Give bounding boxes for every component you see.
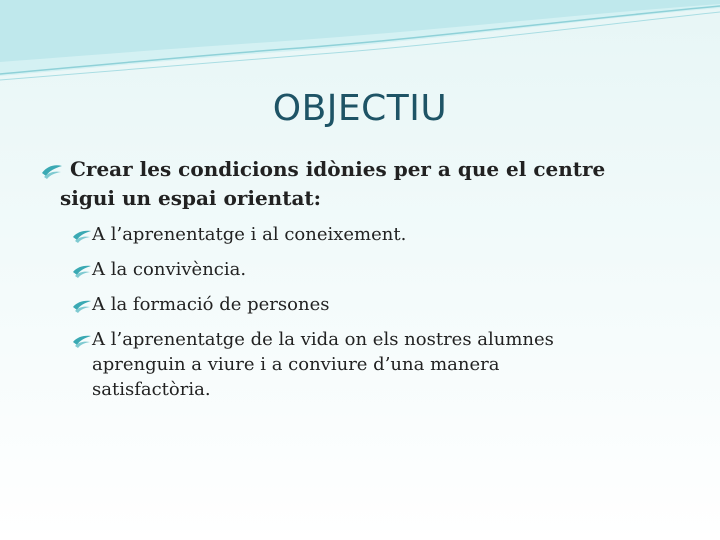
- sub-bullet-item: [72, 257, 700, 282]
- slide-title: OBJECTIU: [272, 88, 448, 129]
- sub-bullet-text-continued: aprenguin a viure i a conviure d’una manera: [92, 354, 500, 375]
- swoosh-bullet-icon: [40, 160, 64, 180]
- swoosh-bullet-icon: [72, 227, 92, 243]
- header-wave-decoration: [0, 0, 720, 90]
- sub-bullet-text-continued: satisfactòria.: [92, 379, 211, 400]
- sub-bullet-text: A la convivència.: [92, 259, 247, 280]
- slide-content: [40, 155, 700, 412]
- main-bullet-item: [40, 155, 700, 213]
- swoosh-bullet-icon: [72, 262, 92, 278]
- sub-bullet-text: A la formació de persones: [92, 294, 330, 315]
- sub-bullet-text: A l’aprenentatge de la vida on els nostres alumnes: [92, 329, 554, 350]
- main-bullet-line-1: Crear les condicions idònies per a que el centre: [70, 157, 606, 181]
- swoosh-bullet-icon: [72, 297, 92, 313]
- main-bullet-line-2: sigui un espai orientat:: [60, 186, 322, 210]
- sub-bullet-list: [40, 222, 700, 402]
- sub-bullet-item: [72, 327, 700, 402]
- swoosh-bullet-icon: [72, 332, 92, 348]
- sub-bullet-text: A l’aprenentatge i al coneixement.: [92, 224, 407, 245]
- sub-bullet-item: [72, 222, 700, 247]
- sub-bullet-item: [72, 292, 700, 317]
